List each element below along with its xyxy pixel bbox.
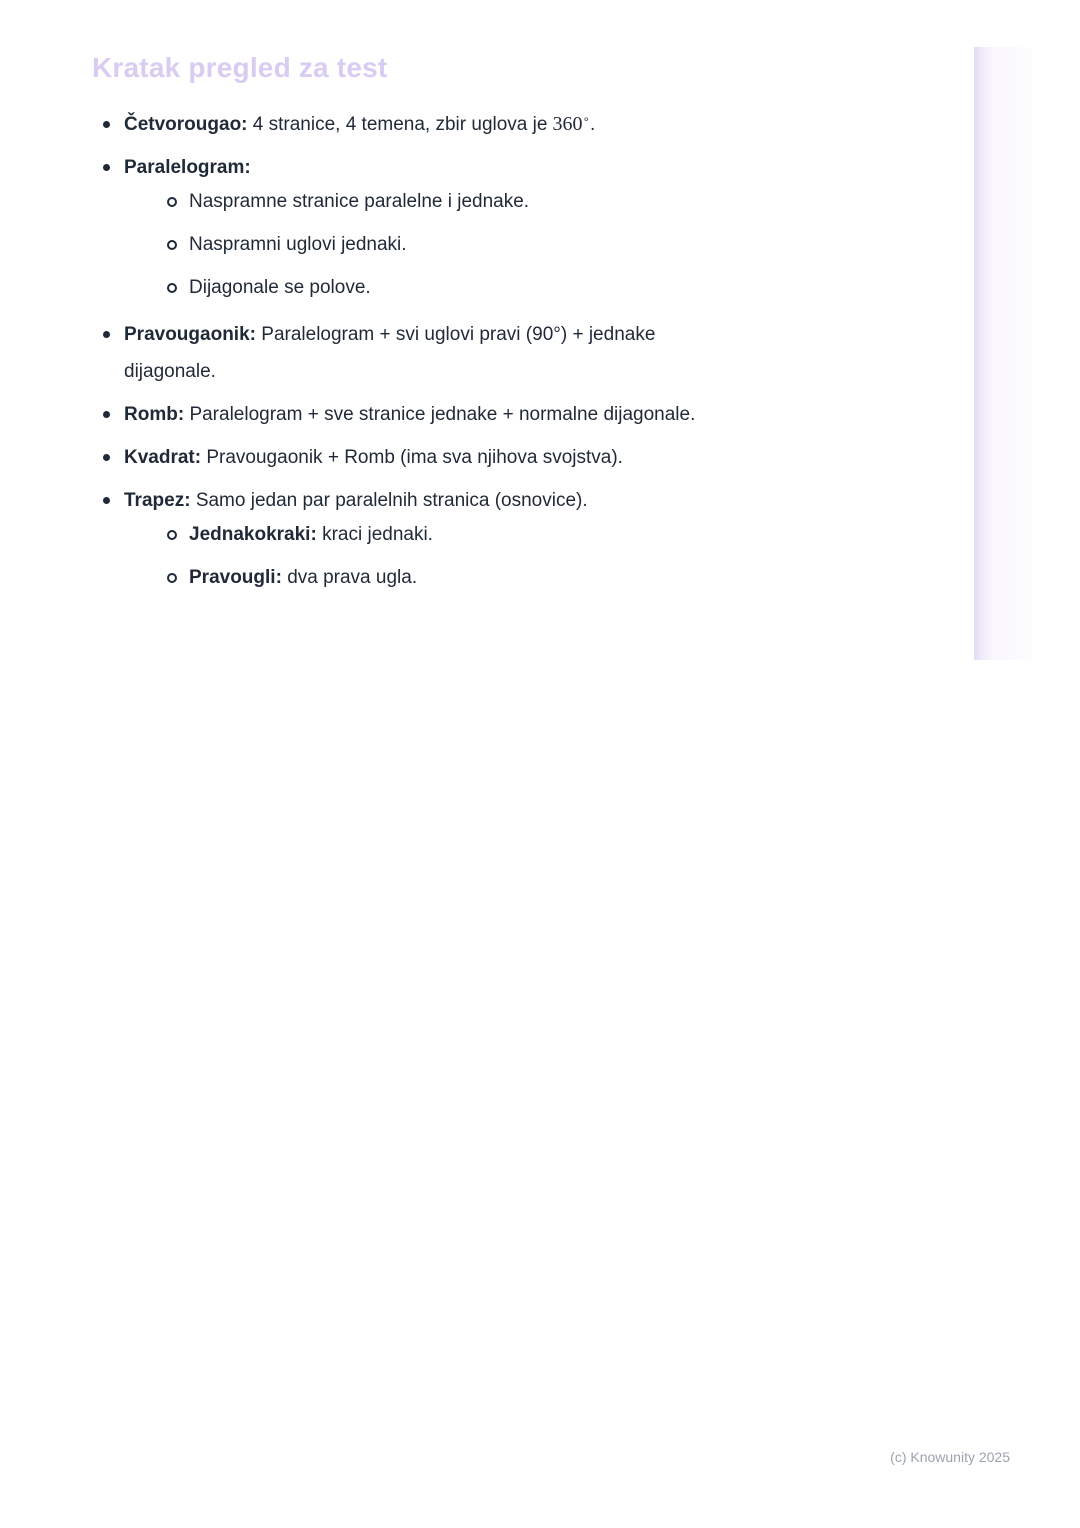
list-item-romb (92, 396, 732, 433)
copyright-footer: (c) Knowunity 2025 (890, 1449, 1010, 1465)
item-text: Naspramni uglovi jednaki. (189, 234, 407, 255)
item-text: dva prava ugla. (287, 567, 418, 588)
list-item-cetvorougao (92, 106, 732, 143)
item-text: Paralelogram + sve stranice jednake + normalne dijagonale. (189, 404, 696, 425)
trapez-sublist (124, 516, 732, 596)
note-content (92, 52, 792, 606)
list-item-paralelogram (92, 149, 732, 306)
sublist-item (157, 183, 732, 220)
degree-symbol: ∘ (582, 112, 590, 126)
item-suffix: . (589, 114, 596, 135)
term-label: Kvadrat: (124, 447, 202, 468)
item-text: 4 stranice, 4 temena, zbir uglova je (252, 114, 548, 135)
term-label: Trapez: (124, 490, 191, 511)
side-accent-bar (974, 47, 1032, 660)
summary-list (92, 106, 732, 596)
item-text: kraci jednaki. (322, 524, 433, 545)
item-text: Pravougaonik + Romb (ima sva njihova svojstva). (206, 447, 623, 468)
term-label: Paralelogram: (124, 157, 251, 178)
list-item-trapez (92, 482, 732, 596)
term-label: Jednakokraki: (189, 524, 317, 545)
sublist-item (157, 269, 732, 306)
math-value: 360 (547, 113, 583, 135)
paralelogram-sublist (124, 183, 732, 306)
term-label: Pravougaonik: (124, 324, 256, 345)
sublist-item (157, 226, 732, 263)
sublist-item (157, 516, 732, 553)
page-title: Kratak pregled za test (92, 52, 388, 83)
item-text: Paralelogram + svi uglovi pravi (90°) + jednake dijagonale. (124, 324, 656, 382)
item-text: Dijagonale se polove. (189, 277, 371, 298)
list-item-kvadrat (92, 439, 732, 476)
item-text: Samo jedan par paralelnih stranica (osnovice). (195, 490, 588, 511)
list-item-pravougaonik (92, 316, 732, 390)
term-label: Četvorougao: (124, 114, 248, 135)
sublist-item (157, 559, 732, 596)
term-label: Romb: (124, 404, 185, 425)
item-text: Naspramne stranice paralelne i jednake. (189, 191, 530, 212)
term-label: Pravougli: (189, 567, 282, 588)
